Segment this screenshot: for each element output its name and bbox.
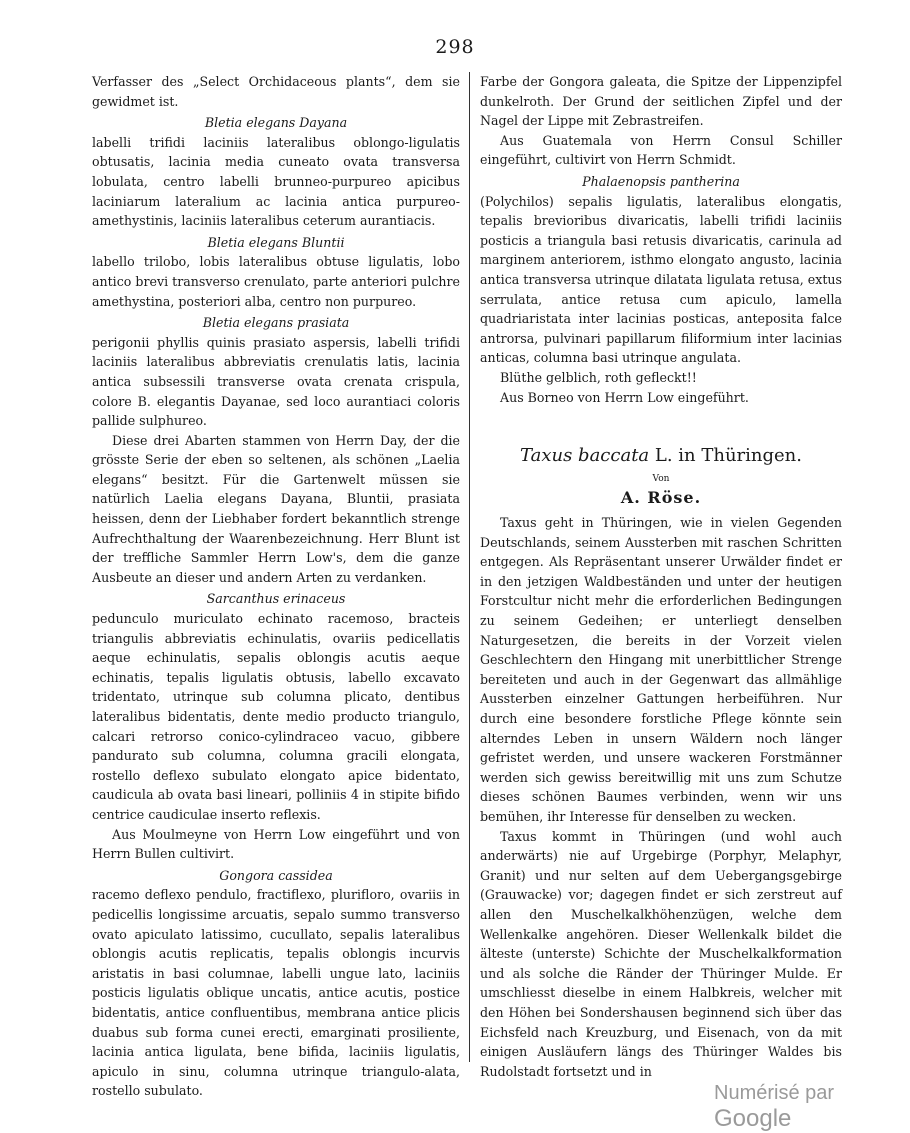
species-heading: Sarcanthus erinaceus: [206, 591, 346, 607]
section-title-italic: Taxus baccata: [520, 445, 650, 467]
text-paragraph: pedunculo muriculato echinato racemoso, bracteis triangulis abbreviatis echinulatis, ovariis pedicellatis aeque echinulatis, sepalis oblongis acutis aeque echinatis, tepalis ligulatis obtusis, labello excavato tridentato, utrinque sub columna plicato, dentibus lateralibus bidentatis, dente medio producto triangulo, calcari retrorso conico-cylindraceo vacuo, gibbere pandurato sub columna, columna gracili elongata, rostello deflexo subulato elongato apice bidentato, caudicula ab ovata basi lineari, polliniis 4 in stipite bifido centrice caudiculae inserto reflexis.: [92, 611, 460, 822]
species-heading: Phalaenopsis pantherina: [582, 173, 740, 189]
text-paragraph: Taxus kommt in Thüringen (und wohl auch anderwärts) nie auf Urgebirge (Porphyr, Melaphyr, Granit) und nur selten auf dem Uebergangsgebirge (Grauwacke) vor; dagegen findet er sich zerstreut auf allen den Muschelkalkhöhenzügen, welche dem Wellenkalke angehören. Dieser Wellenkalk bildet die älteste (unterste) Schichte der Muschelkalkformation und als solche die Ränder der Thüringer Mulde. Er umschliesst dieselbe in einem Halbkreis, welcher mit den Höhen bei Sondershausen beginnend sich über das Eichsfeld nach Kreuzburg, und Eisenach, von da mit einigen Ausläufern längs des Thüringer Waldes bis Rudolstadt fortsetzt und in: [480, 828, 842, 1079]
section-title: [480, 445, 842, 467]
text-paragraph: perigonii phyllis quinis prasiato aspersis, labelli trifidi laciniis lateralibus abbreviatis crenulatis latis, lacinia antica subsessili transverse ovata crenata crispula, colore B. elegantis Dayanae, sed loco aurantiaci coloris pallide sulphureo.: [92, 334, 460, 429]
left-column: [92, 72, 460, 1101]
species-heading: Bletia elegans Bluntii: [207, 234, 345, 250]
right-column-top: [480, 72, 842, 407]
text-paragraph: (Polychilos) sepalis ligulatis, lateralibus elongatis, tepalis brevioribus divaricatis, labelli trifidi laciniis posticis a triangula basi retusis divaricatis, carinula ad marginem anteriorem, isthmo elongato angusto, lacinia antica transversa utrinque dilatata ligulata retusa, extus serrulata, antice retusa cum apiculo, lamella quadriaristata inter lacinias posticas, anteposita falce antrorsa, pulvinari papillarum filiformium inter lacinias anticas, columna basi utrinque angulata.: [480, 193, 842, 366]
text-paragraph: Aus Guatemala von Herrn Consul Schiller eingeführt, cultivirt von Herrn Schmidt.: [480, 132, 842, 168]
text-paragraph: Verfasser des „Select Orchidaceous plants“, dem sie gewidmet ist.: [92, 74, 460, 109]
watermark-prefix: Numérisé par: [714, 1082, 835, 1104]
watermark-brand: Google: [714, 1105, 792, 1132]
text-paragraph: Blüthe gelblich, roth gefleckt!!: [500, 369, 697, 385]
species-heading: Bletia elegans prasiata: [202, 315, 350, 331]
section-von: Von: [652, 474, 670, 485]
column-divider: [469, 72, 470, 1062]
text-paragraph: Farbe der Gongora galeata, die Spitze der Lippenzipfel dunkelroth. Der Grund der seitlichen Zipfel und der Nagel der Lippe mit Zebrastreifen.: [480, 74, 842, 129]
text-paragraph: labelli trifidi laciniis lateralibus oblongo-ligulatis obtusatis, lacinia media cuneato ovata transversa lobulata, centro labelli brunneo-purpureo apicibus laciniarum lateralium ac lacinia antica purpureo-amethystinis, laciniis lateralibus ceterum aurantiacis.: [92, 134, 460, 229]
text-paragraph: Aus Moulmeyne von Herrn Low eingeführt und von Herrn Bullen cultivirt.: [92, 826, 460, 862]
text-paragraph: racemo deflexo pendulo, fractiflexo, plurifloro, ovariis in pedicellis longissime arcuatis, sepalo summo transverso ovato apiculato latissimo, cucullato, sepalis lateralibus oblongis acutis replicatis, tepalis oblongis incurvis aristatis in basi columnae, labelli ungue lato, laciniis posticis ligulatis oblique uncatis, antice acutis, postice bidentatis, antice confluentibus, membrana antice plicis duabus sub forma cunei erecti, emarginati prosiliente, lacinia antica ligulata, bene bifida, laciniis ligulatis, apiculo in sinu, columna utrinque triangulo-alata, rostello subulato.: [92, 887, 460, 1099]
digitization-watermark: [714, 1082, 910, 1133]
text-paragraph: Diese drei Abarten stammen von Herrn Day, der die grösste Serie der eben so seltenen, als schönen „Laelia elegans“ besitzt. Für die Gartenwelt müssen sie natürlich Laelia elegans Dayana, Bluntii, prasiata heissen, denn der Liebhaber fordert bekanntlich strenge Aufrechthaltung der Waarenbezeichnung. Herr Blunt ist der treffliche Sammler Herrn Low's, dem die ganze Ausbeute an dieser und andern Arten zu verdanken.: [92, 432, 460, 585]
right-column: [480, 72, 842, 1081]
text-paragraph: Taxus geht in Thüringen, wie in vielen Gegenden Deutschlands, seinem Aussterben mit raschen Schritten entgegen. Als Repräsentant unserer Urwälder findet er in den jetzigen Waldbeständen und unter der heutigen Forstcultur nicht mehr die erforderlichen Bedingungen zu seinem Gedeihen; er unterliegt denselben Naturgesetzen, die bereits in der Vorzeit vielen Geschlechtern den Hingang mit unerbittlicher Strenge bereiteten und auch in der Gegenwart das allmählige Aussterben einzelner Gattungen herbeiführen. Nur durch eine besondere forstliche Pflege könnte sein alterndes Leben in unsern Wäldern noch länger gefristet werden, und unsere wackeren Forstmänner werden sich gewiss bereitwillig mit uns zum Schutze dieses schönen Baumes verbinden, wenn wir uns bemühen, ihr Interesse für denselben zu wecken.: [480, 515, 842, 824]
right-column-bottom: [480, 513, 842, 1081]
text-paragraph: Aus Borneo von Herrn Low eingeführt.: [500, 389, 749, 405]
page-number: 298: [435, 36, 475, 58]
species-heading: Bletia elegans Dayana: [204, 115, 348, 131]
species-heading: Gongora cassidea: [219, 867, 333, 883]
text-paragraph: labello trilobo, lobis lateralibus obtuse ligulatis, lobo antico brevi transverso crenulato, parte anteriori pulchre amethystina, posteriori alba, centro non purpureo.: [92, 254, 460, 309]
section-title-rest: L. in Thüringen.: [649, 445, 802, 467]
section-author: A. Röse.: [620, 488, 702, 508]
